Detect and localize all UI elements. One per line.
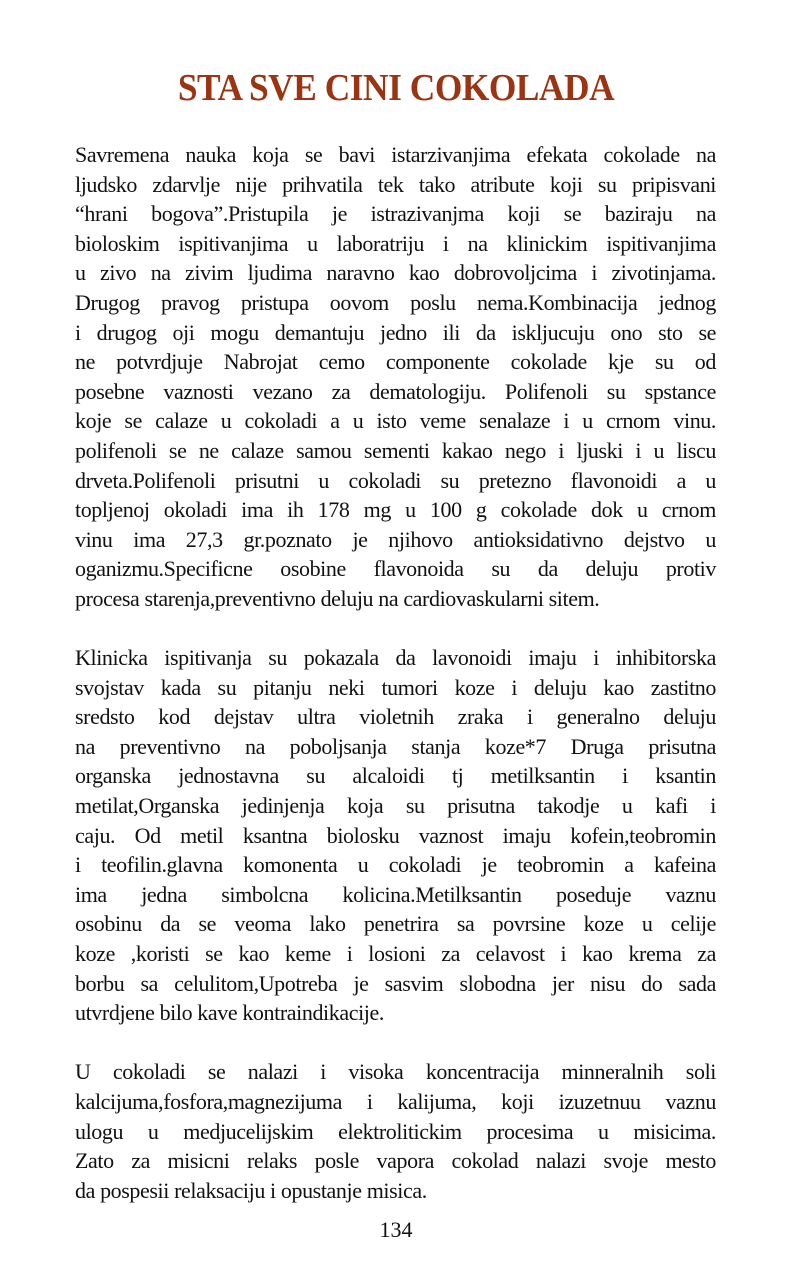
paragraph-polyphenols: [75, 140, 716, 614]
text-line: Klinicka ispitivanja su pokazala da lavonoidi imaju i inhibitorska: [75, 645, 716, 671]
text-line: ne potvrdjuje Nabrojat cemo componente cokolade kje su od: [75, 349, 716, 375]
paragraph-minerals: [75, 1057, 716, 1205]
page-title: STA SVE CINI COKOLADA: [177, 67, 615, 109]
page-number: 134: [379, 1217, 413, 1242]
text-line: bioloskim ispitivanjima u laboratriju i na klinickim ispitivanjima: [75, 230, 716, 256]
text-line: borbu sa celulitom,Upotreba je sasvim slobodna jer nisu do sada: [75, 970, 716, 996]
text-line: sredsto kod dejstav ultra violetnih zraka i generalno deluju: [75, 704, 716, 730]
text-line: svojstav kada su pitanju neki tumori koze i deluju kao zastitno: [75, 674, 716, 700]
text-line: kalcijuma,fosfora,magnezijuma i kalijuma, koji izuzetnuu vaznu: [75, 1089, 716, 1114]
text-line: procesa starenja,preventivno deluju na cardiovaskularni sitem.: [75, 585, 600, 611]
text-line: u zivo na zivim ljudima naravno kao dobrovoljcima i zivotinjama.: [75, 260, 716, 286]
text-line: na preventivno na poboljsanja stanja koze*7 Druga prisutna: [75, 733, 716, 759]
text-line: utvrdjene bilo kave kontraindikacije.: [75, 1000, 384, 1026]
paragraph-clinical-studies: [75, 643, 716, 1028]
text-line: Zato za misicni relaks posle vapora cokolad nalazi svoje mesto: [75, 1148, 716, 1174]
text-line: Savremena nauka koja se bavi istarzivanjima efekata cokolade na: [75, 142, 716, 167]
text-line: da pospesii relaksaciju i opustanje misica.: [75, 1177, 427, 1203]
text-line: Drugog pravog pristupa oovom poslu nema.Kombinacija jednog: [75, 289, 716, 315]
text-line: ulogu u medjucelijskim elektrolitickim procesima u misicima.: [75, 1118, 716, 1144]
text-line: metilat,Organska jedinjenja koja su prisutna takodje u kafi i: [75, 793, 716, 819]
text-line: oganizmu.Specificne osobine flavonoida su da deluju protiv: [75, 556, 716, 582]
text-line: vinu ima 27,3 gr.poznato je njihovo antioksidativno dejstvo u: [75, 526, 716, 552]
text-line: polifenoli se ne calaze samou sementi kakao nego i ljuski i u liscu: [75, 437, 716, 463]
text-line: “hrani bogova”.Pristupila je istrazivanjma koji se baziraju na: [75, 201, 716, 227]
text-line: i drugog oji mogu demantuju jedno ili da iskljucuju ono sto se: [75, 319, 716, 345]
paragraph-spacer: [75, 614, 716, 644]
text-line: organska jednostavna su alcaloidi tj metilksantin i ksantin: [75, 763, 716, 789]
text-line: topljenoj okoladi ima ih 178 mg u 100 g cokolade dok u crnom: [75, 497, 716, 523]
text-line: koje se calaze u cokoladi a u isto veme senalaze i u crnom vinu.: [75, 408, 716, 434]
text-line: koze ,koristi se kao keme i losioni za celavost i kao krema za: [75, 941, 716, 967]
text-line: ljudsko zdarvlje nije prihvatila tek tako atribute koji su pripisvani: [75, 171, 716, 197]
text-line: osobinu da se veoma lako penetrira sa povrsine koze u celije: [75, 911, 716, 937]
text-line: i teofilin.glavna komonenta u cokoladi je teobromin a kafeina: [75, 852, 716, 878]
text-line: posebne vaznosti vezano za dematologiju. Polifenoli su spstance: [75, 378, 716, 404]
text-line: caju. Od metil ksantna biolosku vaznost imaju kofein,teobromin: [75, 822, 716, 848]
text-line: U cokoladi se nalazi i visoka koncentracija minneralnih soli: [75, 1059, 716, 1085]
document-body: [75, 140, 716, 1205]
paragraph-spacer: [75, 1028, 716, 1058]
text-line: drveta.Polifenoli prisutni u cokoladi su pretezno flavonoidi a u: [75, 467, 716, 493]
text-line: ima jedna simbolcna kolicina.Metilksantin poseduje vaznu: [75, 881, 716, 907]
